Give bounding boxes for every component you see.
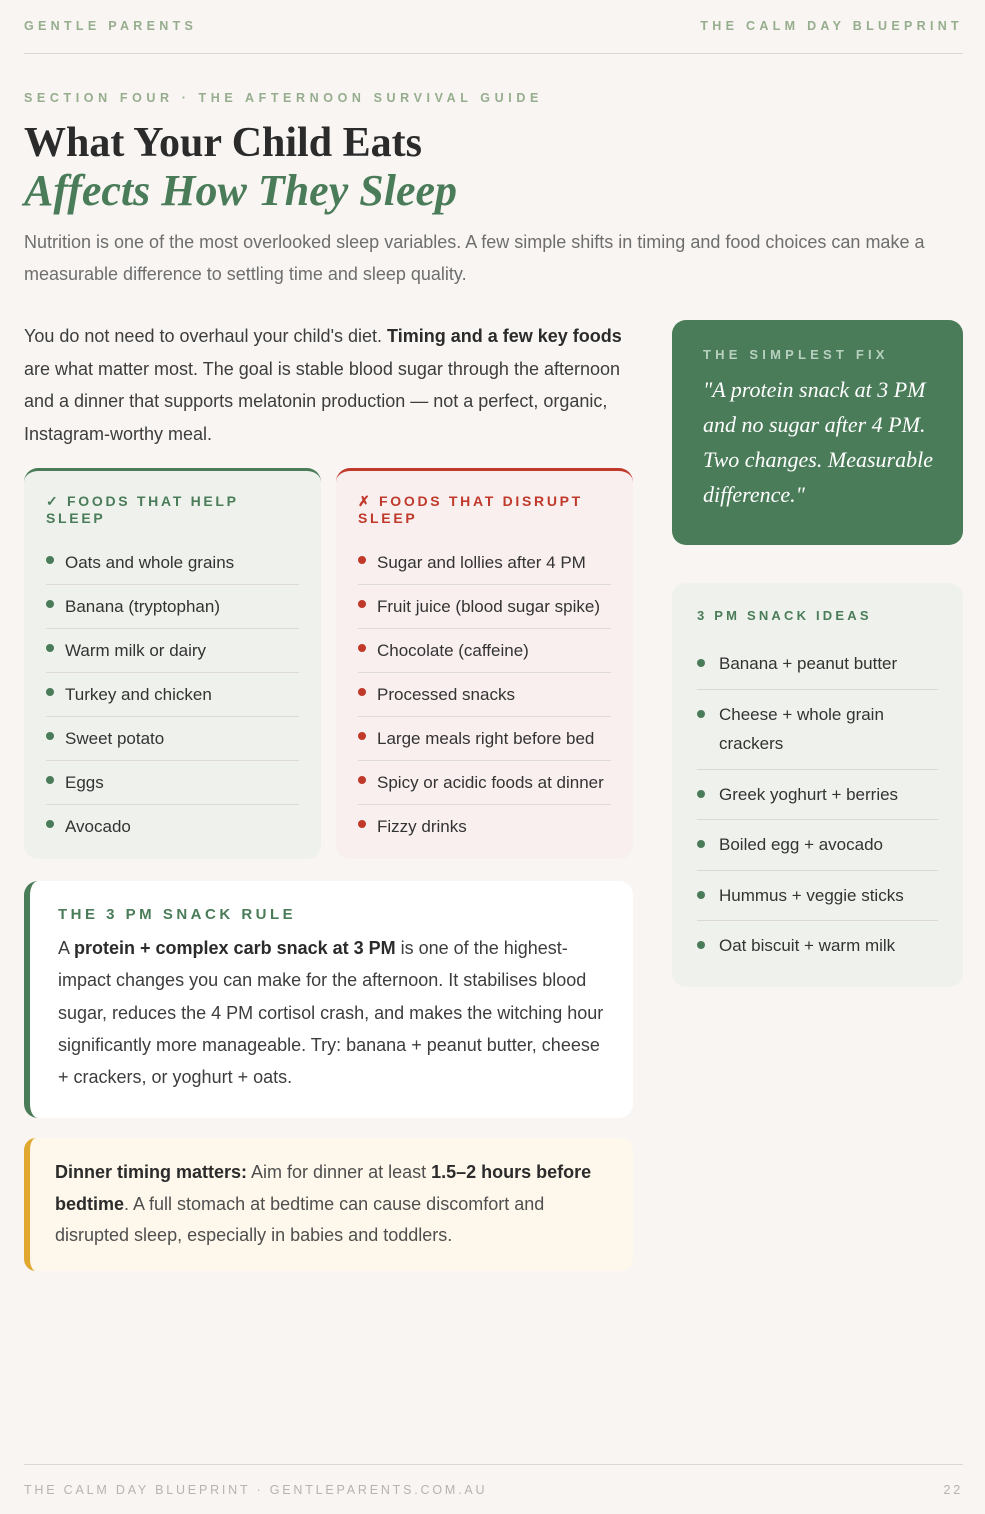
foods-help-title-text: FOODS THAT HELP SLEEP — [46, 493, 239, 526]
snack-rule-text-after: is one of the highest-impact changes you can make for the afternoon. It stabilises blood sugar, reduces the 4 PM cortisol crash, and makes the witching hour significantly more manageable. Try: banana + peanut butter, cheese + crackers, or yoghurt + oats. — [58, 938, 604, 1088]
simplest-fix-quote: "A protein snack at 3 PM and no sugar after 4 PM. Two changes. Measurable difference." — [703, 377, 933, 507]
list-item-label: Banana (tryptophan) — [65, 597, 220, 616]
list-item — [46, 629, 299, 673]
bullet-dot-icon — [46, 688, 54, 696]
dinner-timing-bold1: Dinner timing matters: — [55, 1162, 248, 1182]
bullet-dot-icon — [358, 732, 366, 740]
bullet-dot-icon — [697, 941, 705, 949]
list-item — [358, 717, 611, 761]
brand-name: GENTLE PARENTS — [24, 18, 198, 33]
list-item-label: Turkey and chicken — [65, 685, 212, 704]
lead-paragraph: Nutrition is one of the most overlooked sleep variables. A few simple shifts in timing and food choices can make a measurable difference to settling time and sleep quality. — [24, 232, 925, 284]
list-item-label: Hummus + veggie sticks — [719, 885, 904, 905]
snack-rule-callout — [24, 881, 633, 1118]
list-item-label: Processed snacks — [377, 685, 515, 704]
page-header — [24, 0, 963, 54]
list-item-label: Sweet potato — [65, 729, 165, 748]
list-item — [46, 673, 299, 717]
list-item — [358, 673, 611, 717]
list-item — [358, 585, 611, 629]
list-item-label: Oats and whole grains — [65, 553, 235, 572]
list-item-label: Fruit juice (blood sugar spike) — [377, 597, 600, 616]
page-title-line1: What Your Child Eats — [24, 120, 422, 166]
list-item — [46, 541, 299, 585]
snack-ideas-list — [697, 639, 938, 971]
check-icon: ✓ — [46, 493, 61, 509]
intro-text-bold: Timing and a few key foods — [387, 326, 622, 346]
snack-ideas-title: 3 PM SNACK IDEAS — [697, 608, 872, 623]
list-item — [697, 639, 938, 690]
list-item-label: Avocado — [65, 817, 131, 836]
section-eyebrow: SECTION FOUR · THE AFTERNOON SURVIVAL GUIDE — [24, 91, 543, 105]
bullet-dot-icon — [46, 820, 54, 828]
list-item-label: Oat biscuit + warm milk — [719, 936, 896, 955]
intro-text-before: You do not need to overhaul your child's diet. — [24, 326, 388, 346]
page-number: 22 — [943, 1482, 963, 1497]
list-item — [358, 805, 611, 849]
snack-rule-text — [58, 932, 605, 1093]
bullet-dot-icon — [697, 790, 705, 798]
bullet-dot-icon — [46, 776, 54, 784]
foods-help-card — [24, 468, 321, 859]
dinner-timing-text1: Aim for dinner at least — [247, 1162, 432, 1182]
list-item-label: Greek yoghurt + berries — [719, 784, 899, 804]
intro-paragraph — [24, 320, 630, 450]
list-item — [358, 761, 611, 805]
dinner-timing-bold2: 1.5–2 hours before bedtime — [55, 1162, 592, 1214]
page-footer — [24, 1464, 963, 1514]
dinner-timing-text — [55, 1157, 605, 1252]
bullet-dot-icon — [46, 732, 54, 740]
list-item-label: Warm milk or dairy — [65, 641, 207, 660]
list-item — [46, 761, 299, 805]
snack-rule-text-before: A — [58, 938, 75, 958]
bullet-dot-icon — [358, 644, 366, 652]
book-title: THE CALM DAY BLUEPRINT — [700, 18, 963, 33]
bullet-dot-icon — [358, 776, 366, 784]
list-item-label: Eggs — [65, 773, 104, 792]
foods-disrupt-title-text: FOODS THAT DISRUPT SLEEP — [358, 493, 583, 526]
foods-help-title — [46, 493, 299, 527]
list-item-label: Fizzy drinks — [377, 817, 467, 836]
foods-disrupt-title — [358, 493, 611, 527]
snack-ideas-panel — [672, 583, 963, 987]
list-item-label: Boiled egg + avocado — [719, 835, 883, 854]
bullet-dot-icon — [697, 840, 705, 848]
simplest-fix-callout — [672, 320, 963, 545]
list-item-label: Chocolate (caffeine) — [377, 641, 529, 660]
dinner-timing-text2: . A full stomach at bedtime can cause discomfort and disrupted sleep, especially in babies and toddlers. — [55, 1193, 545, 1245]
footer-credit: THE CALM DAY BLUEPRINT · GENTLEPARENTS.COM.AU — [24, 1482, 488, 1497]
list-item — [697, 690, 938, 770]
intro-text-after: are what matter most. The goal is stable blood sugar through the afternoon and a dinner that supports melatonin production — not a perfect, organic, Instagram-worthy meal. — [24, 358, 621, 444]
list-item-label: Spicy or acidic foods at dinner — [377, 773, 604, 792]
list-item-label: Large meals right before bed — [377, 729, 595, 748]
bullet-dot-icon — [358, 688, 366, 696]
bullet-dot-icon — [697, 891, 705, 899]
bullet-dot-icon — [46, 556, 54, 564]
bullet-dot-icon — [46, 644, 54, 652]
list-item — [46, 805, 299, 849]
list-item — [697, 921, 938, 971]
cross-icon: ✗ — [358, 493, 373, 509]
list-item — [358, 629, 611, 673]
bullet-dot-icon — [46, 600, 54, 608]
dinner-timing-note — [24, 1138, 633, 1271]
list-item — [697, 820, 938, 871]
list-item-label: Cheese + whole grain crackers — [719, 704, 884, 753]
list-item — [358, 541, 611, 585]
list-item — [46, 585, 299, 629]
bullet-dot-icon — [358, 556, 366, 564]
page-title-line2: Affects How They Sleep — [24, 166, 457, 215]
foods-disrupt-list — [358, 541, 611, 849]
simplest-fix-label: THE SIMPLEST FIX — [703, 347, 889, 362]
snack-rule-title: THE 3 PM SNACK RULE — [58, 906, 297, 923]
list-item — [697, 871, 938, 922]
list-item — [697, 770, 938, 821]
snack-rule-text-bold: protein + complex carb snack at 3 PM — [74, 938, 396, 958]
bullet-dot-icon — [697, 659, 705, 667]
list-item-label: Banana + peanut butter — [719, 654, 898, 673]
list-item-label: Sugar and lollies after 4 PM — [377, 553, 586, 572]
bullet-dot-icon — [697, 710, 705, 718]
bullet-dot-icon — [358, 820, 366, 828]
foods-help-list — [46, 541, 299, 849]
bullet-dot-icon — [358, 600, 366, 608]
list-item — [46, 717, 299, 761]
foods-disrupt-card — [336, 468, 633, 859]
